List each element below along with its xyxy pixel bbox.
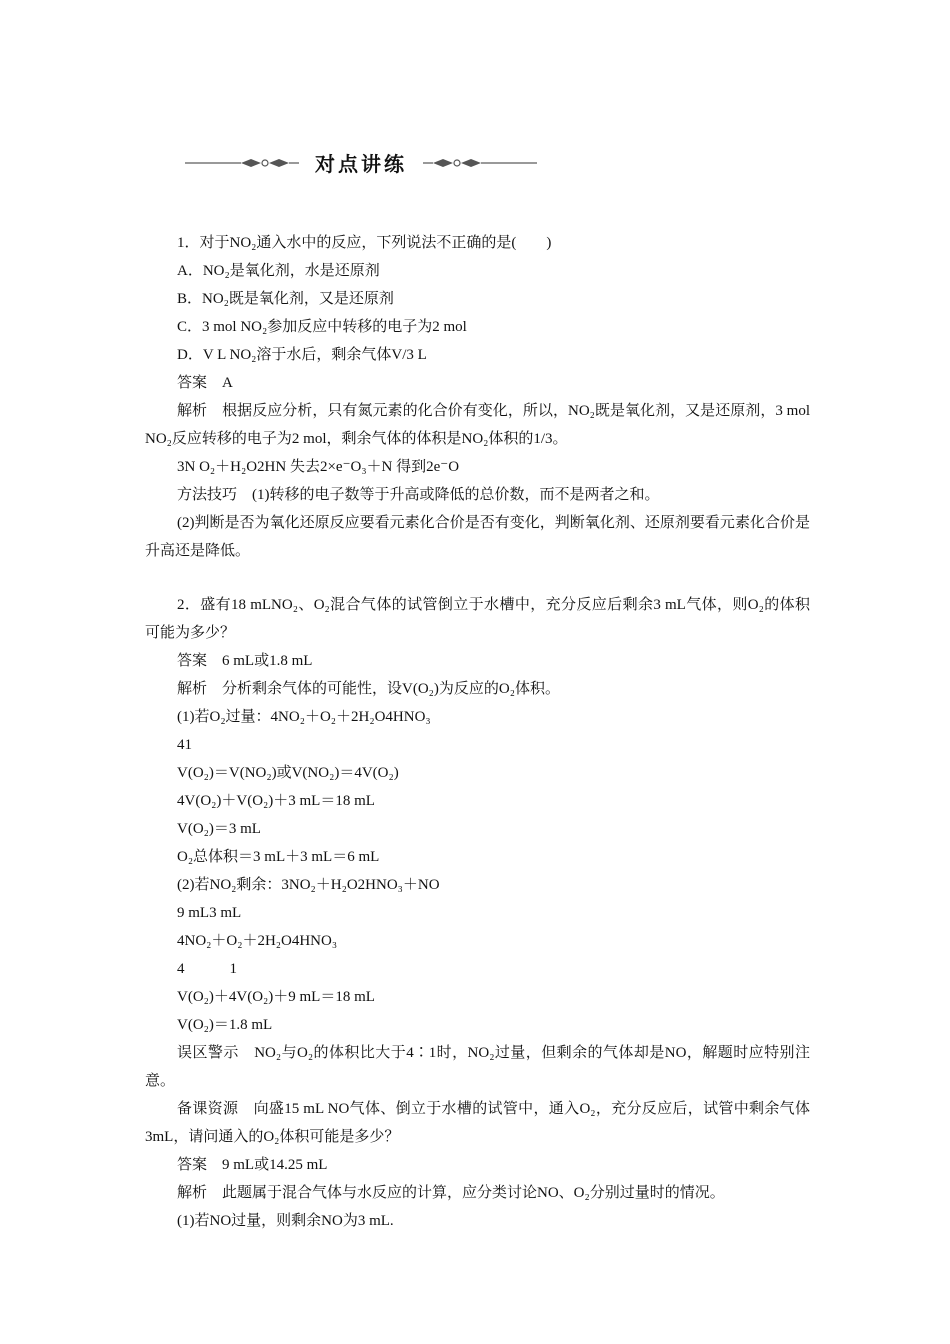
q1-equation: 3N O₂＋H₂O2HN 失去2×e⁻O₃＋N 得到2e⁻O [177,459,460,475]
q1-analysis: 解析 根据反应分析，只有氮元素的化合价有变化，所以，NO₂既是氧化剂，又是还原剂，3 mol NO₂反应转移的电子为2 mol，剩余气体的体积是NO₂体积的1/3。 [145,403,810,447]
q2-extra-case1: (1)若NO过量，则剩余NO为3 mL. [177,1213,394,1229]
q1-stem: 1．对于NO₂通入水中的反应，下列说法不正确的是( ) [177,235,552,251]
q2-line: (2)若NO₂剩余：3NO₂＋H₂O2HNO₃＋NO [177,877,440,893]
q2-extra: 备课资源 向盛15 mL NO气体、倒立于水槽的试管中，通入O₂，充分反应后，试管中剩余气体3mL，请问通入的O₂体积可能是多少？ [145,1101,810,1145]
section-title: 对点讲练 [315,152,407,176]
q2-line: O₂总体积＝3 mL＋3 mL＝6 mL [177,849,380,865]
q2-extra-analysis: 解析 此题属于混合气体与水反应的计算，应分类讨论NO、O₂分别过量时的情况。 [177,1185,725,1201]
q2-answer: 答案 6 mL或1.8 mL [177,653,313,669]
q2-line: (1)若O₂过量：4NO₂＋O₂＋2H₂O4HNO₃ [177,709,431,725]
q2-extra-answer: 答案 9 mL或14.25 mL [177,1157,328,1173]
q1-option-c: C．3 mol NO₂参加反应中转移的电子为2 mol [177,319,467,335]
q2-line: V(O₂)＝3 mL [177,821,261,837]
q2-stem: 2．盛有18 mLNO₂、O₂混合气体的试管倒立于水槽中，充分反应后剩余3 mL气体，则O₂的体积可能为多少？ [145,597,810,641]
q1-option-b: B．NO₂既是氧化剂，又是还原剂 [177,291,394,307]
q2-line: 9 mL3 mL [177,905,242,921]
q1-option-d: D．V L NO₂溶于水后，剩余气体V/3 L [177,347,427,363]
q1-tips-1: 方法技巧 (1)转移的电子数等于升高或降低的总价数，而不是两者之和。 [177,487,660,503]
section-header [185,146,537,180]
q2-line: 4 1 [177,961,238,977]
q2-warning: 误区警示 NO₂与O₂的体积比大于4∶1时，NO₂过量，但剩余的气体却是NO，解题时应特别注意。 [145,1045,810,1089]
q2-line: 41 [177,737,192,753]
q2-line: V(O₂)＋4V(O₂)＋9 mL＝18 mL [177,989,375,1005]
document-body [145,229,810,1235]
q2-line: 4NO₂＋O₂＋2H₂O4HNO₃ [177,933,338,949]
q1-answer: 答案 A [177,375,233,391]
q2-analysis: 解析 分析剩余气体的可能性，设V(O₂)为反应的O₂体积。 [177,681,560,697]
q2-line: V(O₂)＝V(NO₂)或V(NO₂)＝4V(O₂) [177,765,399,781]
q1-option-a: A．NO₂是氧化剂，水是还原剂 [177,263,380,279]
q1-tips-2: (2)判断是否为氧化还原反应要看元素化合价是否有变化，判断氧化剂、还原剂要看元素化合价是升高还是降低。 [145,515,810,559]
q2-line: 4V(O₂)＋V(O₂)＋3 mL＝18 mL [177,793,375,809]
q2-line: V(O₂)＝1.8 mL [177,1017,273,1033]
